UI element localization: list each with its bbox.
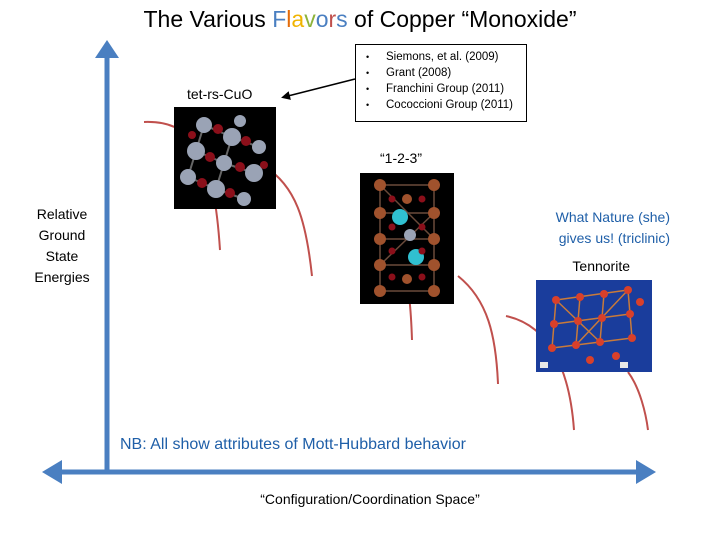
tennorite-label: Tennorite (572, 258, 630, 274)
title-prefix: The Various (143, 6, 273, 32)
title-flavor-letter: o (315, 6, 329, 32)
energy-curve-123-right (458, 276, 498, 384)
reference-item: • Cococcioni Group (2011) (366, 99, 513, 111)
reference-item: • Franchini Group (2011) (366, 83, 505, 95)
y-axis-arrowhead (95, 40, 119, 58)
reference-item: • Grant (2008) (366, 67, 452, 79)
y-axis-label: Relative Ground State Energies (34, 206, 90, 285)
title-suffix: of Copper “Monoxide” (347, 6, 577, 32)
one-two-three-structure-image (360, 173, 454, 304)
x-axis-arrowhead-left (42, 460, 62, 484)
title-flavor-letter: s (336, 6, 348, 32)
x-axis-label: “Configuration/Coordination Space” (260, 491, 480, 507)
references-box (355, 44, 527, 122)
nb-note: NB: All show attributes of Mott-Hubbard behavior (120, 436, 466, 453)
bullet-icon: • (366, 68, 370, 78)
energy-curve-tennorite-right (628, 372, 648, 430)
title-flavor-letter: l (286, 6, 292, 32)
title-flavor-letter: v (304, 6, 316, 32)
tet-rs-cuo-structure-image (174, 107, 276, 209)
title-flavor-letter: r (328, 6, 337, 32)
title-flavor-letter: F (272, 6, 287, 32)
title-flavor-letter: a (291, 6, 305, 32)
tennorite-structure-image (536, 280, 652, 372)
reference-item: • Siemons, et al. (2009) (366, 51, 499, 63)
x-axis-arrowhead-right (636, 460, 656, 484)
nature-annotation: What Nature (she) gives us! (triclinic) (555, 209, 670, 246)
one-two-three-label: “1-2-3” (380, 150, 423, 166)
bullet-icon: • (366, 52, 370, 62)
bullet-icon: • (366, 100, 370, 110)
bullet-icon: • (366, 84, 370, 94)
reference-pointer-arrow (284, 79, 355, 97)
tet-rs-cuo-label: tet-rs-CuO (187, 86, 253, 102)
